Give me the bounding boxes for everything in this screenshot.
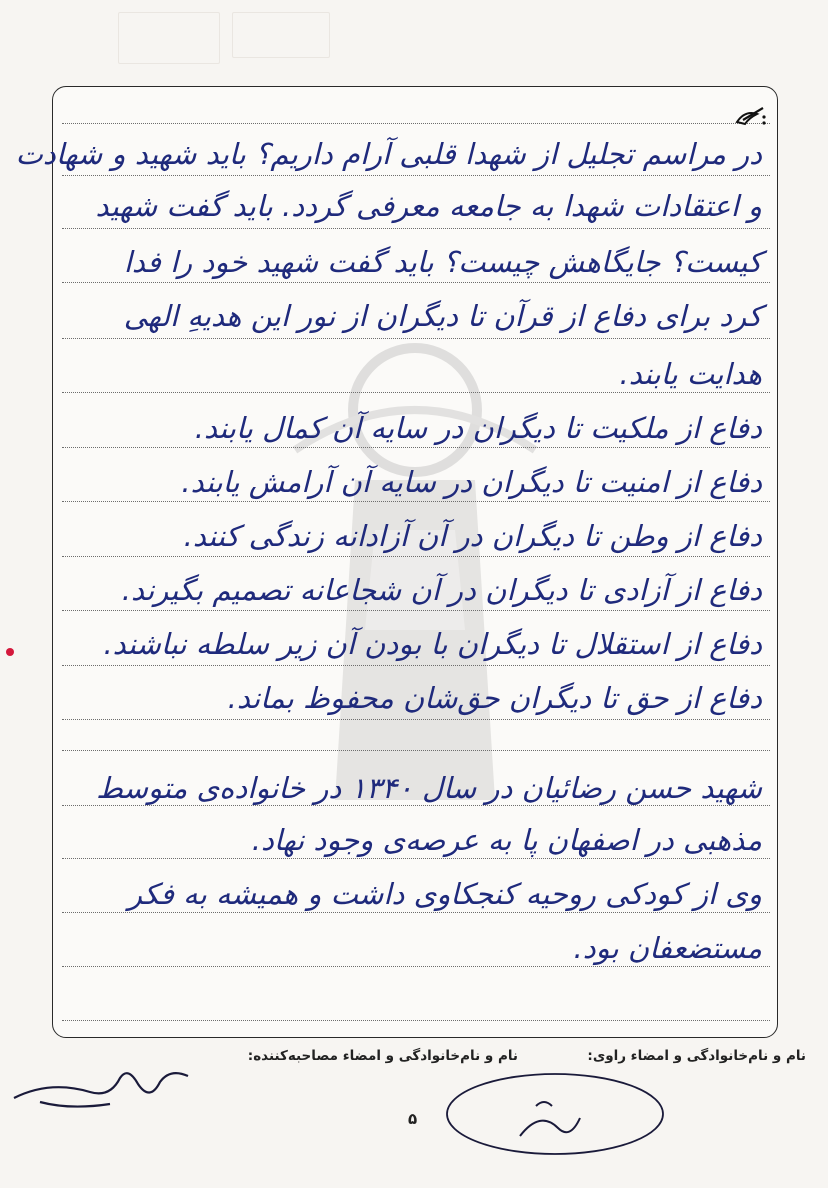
handwritten-line: و اعتقادات شهدا به جامعه معرفی گردد. باید گفت شهید — [95, 189, 762, 223]
red-margin-dot — [6, 648, 14, 656]
interviewer-signature-label: نام و نام‌خانوادگی و امضاء مصاحبه‌کننده: — [247, 1048, 518, 1064]
ruled-line — [62, 1020, 770, 1021]
ruled-line — [62, 719, 770, 720]
ruled-line — [62, 501, 770, 502]
emblem-watermark — [235, 330, 595, 810]
handwritten-line: مذهبی در اصفهان پا به عرصه‌ی وجود نهاد. — [251, 823, 762, 857]
handwritten-line: دفاع از آزادی تا دیگران در آن شجاعانه تصمیم بگیرند. — [121, 573, 762, 607]
ruled-line — [62, 392, 770, 393]
handwritten-line: در مراسم تجلیل از شهدا قلبی آرام داریم؟ باید شهید و شهادت — [15, 137, 762, 171]
ruled-line — [62, 123, 770, 124]
handwritten-line: دفاع از استقلال تا دیگران با بودن آن زیر سلطه نباشند. — [103, 627, 762, 661]
handwritten-line: مستضعفان بود. — [573, 931, 762, 965]
ruled-line — [62, 966, 770, 967]
narrator-signature-label: نام و نام‌خانوادگی و امضاء راوی: — [587, 1048, 806, 1064]
handwritten-line: دفاع از امنیت تا دیگران در سایه آن آرامش یابند. — [181, 465, 762, 499]
handwritten-line: کیست؟ جایگاهش چیست؟ باید گفت شهید خود را فدا — [123, 245, 762, 279]
header-stamp-box-right — [118, 12, 220, 64]
handwritten-line: دفاع از وطن تا دیگران در آن آزادانه زندگی کنند. — [183, 519, 762, 553]
pen-note-icon — [735, 106, 767, 126]
ruled-line — [62, 338, 770, 339]
header-stamp-box-left — [232, 12, 330, 58]
page-number: ۵ — [408, 1110, 418, 1128]
ruled-line — [62, 175, 770, 176]
interviewer-signature — [440, 1066, 670, 1166]
ruled-line — [62, 912, 770, 913]
handwritten-line: هدایت یابند. — [619, 357, 762, 391]
ruled-line — [62, 556, 770, 557]
ruled-line — [62, 750, 770, 751]
ruled-line — [62, 228, 770, 229]
handwritten-line: دفاع از حق تا دیگران حق‌شان محفوظ بماند. — [227, 681, 762, 715]
narrator-signature — [10, 1058, 200, 1118]
handwritten-line: شهید حسن رضائیان در سال ۱۳۴۰ در خانواده‌ی متوسط — [96, 771, 762, 805]
ruled-line — [62, 447, 770, 448]
handwritten-line: کرد برای دفاع از قرآن تا دیگران از نور این هدیهِ الهی — [123, 299, 762, 333]
handwritten-line: وی از کودکی روحیه کنجکاوی داشت و همیشه به فکر — [128, 877, 762, 911]
ruled-line — [62, 610, 770, 611]
ruled-line — [62, 282, 770, 283]
handwritten-line: دفاع از ملکیت تا دیگران در سایه آن کمال یابند. — [194, 411, 762, 445]
ruled-line — [62, 665, 770, 666]
ruled-line — [62, 858, 770, 859]
ruled-line — [62, 805, 770, 806]
